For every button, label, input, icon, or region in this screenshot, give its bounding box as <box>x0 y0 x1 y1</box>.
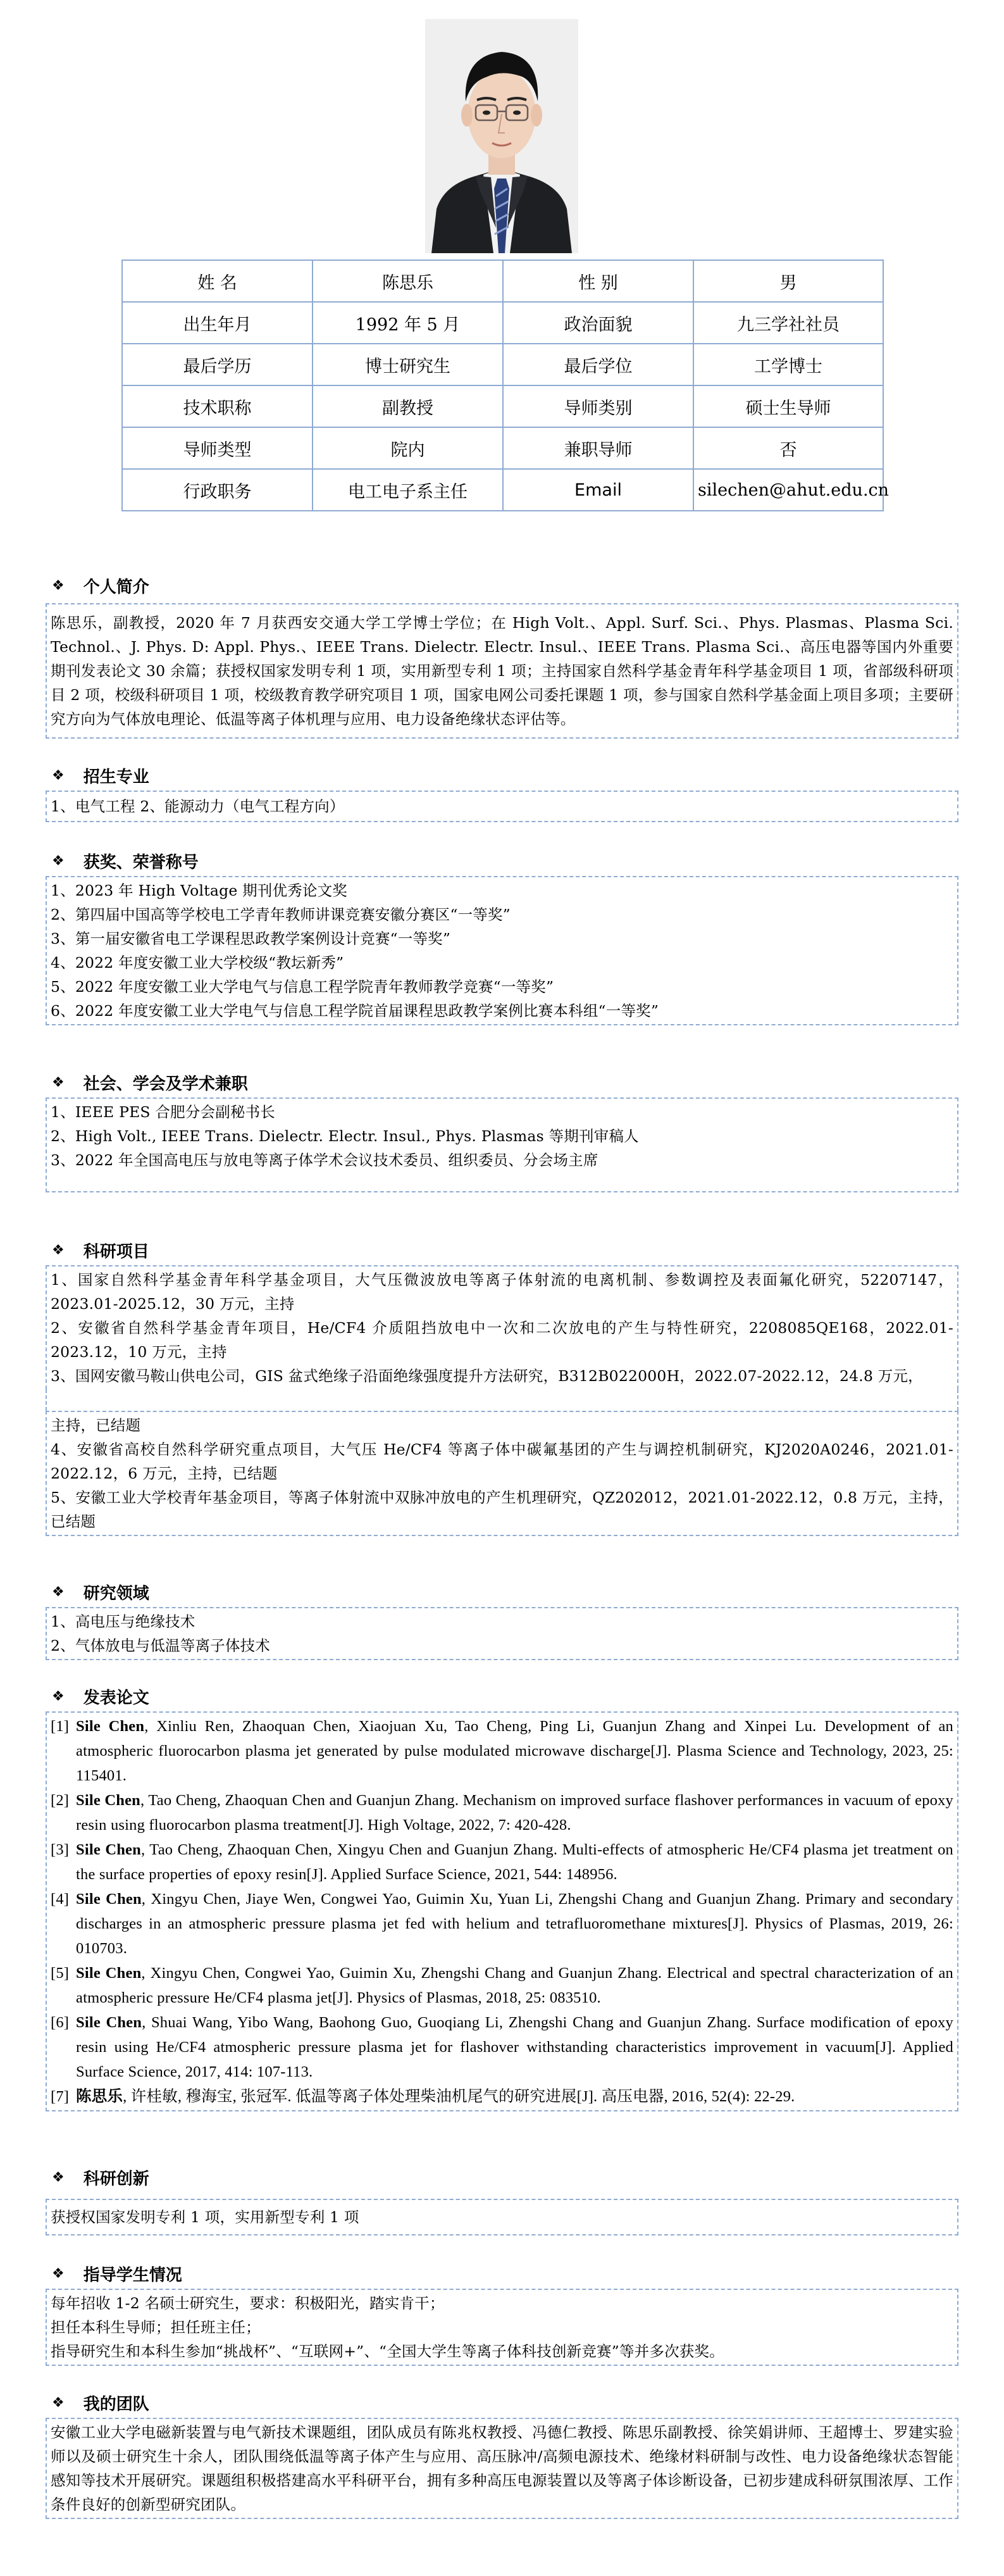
list-item: 指导研究生和本科生参加“挑战杯”、“互联网+”、“全国大学生等离子体科技创新竞赛”等并多次获奖。 <box>51 2342 724 2360</box>
paper-author: Sile Chen <box>76 1965 142 1982</box>
diamond-bullet-icon: ❖ <box>52 853 65 869</box>
list-item: 2、安徽省自然科学基金青年项目，He/CF4 介质阻挡放电中一次和二次放电的产生与特性研究，2208085QE168，2022.01-2023.12，10 万元，主持 <box>51 1319 953 1361</box>
list-item: 2、High Volt., IEEE Trans. Dielectr. Electr. Insul., Phys. Plasmas 等期刊审稿人 <box>51 1127 639 1145</box>
email-label: Email <box>503 469 693 511</box>
section-header <box>46 763 958 788</box>
awards-box <box>46 876 958 1025</box>
paper-number: [6] <box>51 2014 70 2031</box>
awards-section <box>46 848 958 1025</box>
degree-value: 工学博士 <box>693 344 883 385</box>
innovation-text: 获授权国家发明专利 1 项，实用新型专利 1 项 <box>51 2208 359 2226</box>
diamond-bullet-icon: ❖ <box>52 1584 65 1600</box>
fields-box <box>46 1607 958 1660</box>
political-value: 九三学社社员 <box>693 302 883 344</box>
section-header <box>46 1237 958 1263</box>
section-header <box>46 848 958 873</box>
section-title: 指导学生情况 <box>83 2265 182 2285</box>
list-item: 3、2022 年全国高电压与放电等离子体学术会议技术委员、组织委员、分会场主席 <box>51 1151 598 1169</box>
table-row <box>122 302 883 344</box>
paper-details: , 许桂敏, 穆海宝, 张冠军. 低温等离子体处理柴油机尾气的研究进展[J]. 高压电器, 2016, 52(4): 22-29. <box>123 2088 795 2105</box>
section-title: 我的团队 <box>83 2394 149 2414</box>
innovation-box <box>46 2199 958 2235</box>
list-item: 每年招收 1-2 名硕士研究生，要求：积极阳光，踏实肯干； <box>51 2294 445 2312</box>
paper-number: [3] <box>51 1841 70 1858</box>
supervisor-category-value: 硕士生导师 <box>693 385 883 427</box>
section-header <box>46 2165 958 2190</box>
gender-value: 男 <box>693 260 883 302</box>
innovation-section <box>46 2165 958 2235</box>
paper-details: , Xingyu Chen, Jiaye Wen, Congwei Yao, Guimin Xu, Yuan Li, Zhengshi Chang and Guanjun Zhang. Primary and secondary discharges in an atmospheric pressure plasma jet fed with helium and tetrafluoromethane mixtures[J]. Physics of Plasmas, 2019, 26: 010703. <box>76 1891 954 1957</box>
title-value: 副教授 <box>313 385 503 427</box>
list-item: 5、2022 年度安徽工业大学电气与信息工程学院青年教师教学竞赛“一等奖” <box>51 978 554 996</box>
paper-details: , Shuai Wang, Yibo Wang, Baohong Guo, Guoqiang Li, Zhengshi Chang and Guanjun Zhang. Surface modification of epoxy resin using He/CF4 atmospheric pressure plasma jet for flashover withstanding characteristics improvement in vacuum[J]. Applied Surface Science, 2017, 414: 107-113. <box>76 2014 953 2080</box>
paper-citation <box>76 1788 953 1837</box>
supervision-section <box>46 2261 958 2366</box>
projects-section <box>46 1237 958 1536</box>
major-box <box>46 791 958 822</box>
section-title: 研究领域 <box>83 1584 149 1603</box>
list-item: 1、国家自然科学基金青年科学基金项目，大气压微波放电等离子体射流的电离机制、参数调控及表面氟化研究，52207147，2023.01-2025.12，30 万元，主持 <box>51 1271 953 1313</box>
paper-author: Sile Chen <box>76 1792 140 1809</box>
paper-number: [4] <box>51 1891 70 1908</box>
name-label: 姓 名 <box>122 260 313 302</box>
list-item: 3、第一届安徽省电工学课程思政教学案例设计竞赛“一等奖” <box>51 930 451 947</box>
portrait-illustration <box>425 19 578 253</box>
table-row <box>122 344 883 385</box>
admin-position-value: 电工电子系主任 <box>313 469 503 511</box>
fields-section <box>46 1579 958 1660</box>
list-item <box>51 1887 953 1961</box>
education-label: 最后学历 <box>122 344 313 385</box>
paper-citation <box>76 2084 953 2109</box>
paper-citation <box>76 1837 953 1887</box>
admin-position-label: 行政职务 <box>122 469 313 511</box>
name-value: 陈思乐 <box>313 260 503 302</box>
section-title: 个人简介 <box>83 577 149 597</box>
paper-author: Sile Chen <box>76 1718 145 1735</box>
paper-author: 陈思乐 <box>76 2088 123 2105</box>
supervisor-type-label: 导师类型 <box>122 427 313 469</box>
list-item: 4、安徽省高校自然科学研究重点项目，大气压 He/CF4 等离子体中碳氟基团的产生与调控机制研究，KJ2020A0246，2021.01-2022.12，6 万元，主持，已结题 <box>51 1441 953 1482</box>
paper-details: , Tao Cheng, Zhaoquan Chen and Guanjun Zhang. Mechanism on improved surface flashover performances in vacuum of epoxy resin using fluorocarbon plasma treatment[J]. High Voltage, 2022, 7: 420-428. <box>76 1792 953 1834</box>
table-row <box>122 427 883 469</box>
intro-section <box>46 573 958 739</box>
section-header <box>46 1684 958 1709</box>
projects-box-continued <box>46 1411 958 1536</box>
supervision-box <box>46 2289 958 2366</box>
diamond-bullet-icon: ❖ <box>52 1074 65 1091</box>
diamond-bullet-icon: ❖ <box>52 2394 65 2411</box>
paper-citation <box>76 1714 953 1788</box>
birth-value: 1992 年 5 月 <box>313 302 503 344</box>
paper-citation <box>76 1887 953 1961</box>
parttime-supervisor-label: 兼职导师 <box>503 427 693 469</box>
list-item: 4、2022 年度安徽工业大学校级“教坛新秀” <box>51 954 344 972</box>
table-row <box>122 260 883 302</box>
profile-info-table <box>121 259 889 511</box>
paper-author: Sile Chen <box>76 1891 142 1908</box>
intro-box <box>46 603 958 739</box>
paper-number: [7] <box>51 2088 70 2105</box>
section-title: 发表论文 <box>83 1688 149 1708</box>
paper-details: , Xinliu Ren, Zhaoquan Chen, Xiaojuan Xu, Tao Cheng, Ping Li, Guanjun Zhang and Xinpei Lu. Development of an atmospheric fluorocarbon plasma jet generated by pulse modulated microwave discharge[J]. Plasma Science and Technology, 2023, 25: 115401. <box>76 1718 953 1784</box>
section-header <box>46 1579 958 1604</box>
major-text: 1、电气工程 2、能源动力（电气工程方向） <box>51 797 345 815</box>
paper-number: [1] <box>51 1718 70 1735</box>
supervisor-category-label: 导师类别 <box>503 385 693 427</box>
list-item <box>51 1788 953 1837</box>
list-item: 担任本科生导师；担任班主任； <box>51 2318 261 2336</box>
section-header <box>46 2261 958 2286</box>
list-item <box>51 1961 953 2010</box>
diamond-bullet-icon: ❖ <box>52 2169 65 2185</box>
list-item: 3、国网安徽马鞍山供电公司，GIS 盆式绝缘子沿面绝缘强度提升方法研究，B312B022000H，2022.07-2022.12，24.8 万元， <box>51 1367 923 1385</box>
list-item <box>51 1714 953 1788</box>
supervisor-type-value: 院内 <box>313 427 503 469</box>
list-item: 6、2022 年度安徽工业大学电气与信息工程学院首届课程思政教学案例比赛本科组“一等奖” <box>51 1002 659 1020</box>
major-section <box>46 763 958 822</box>
service-box <box>46 1097 958 1192</box>
section-title: 科研项目 <box>83 1242 149 1261</box>
section-title: 获奖、荣誉称号 <box>83 853 199 872</box>
team-text: 安徽工业大学电磁新装置与电气新技术课题组，团队成员有陈兆权教授、冯德仁教授、陈思乐副教授、徐笑娟讲师、王超博士、罗建实验师以及硕士研究生十余人，团队围绕低温等离子体产生与应用、高压脉冲/高频电源技术、绝缘材料研制与改性、电力设备绝缘状态智能感知等技术开展研究。课题组积极搭建高水平科研平台，拥有多种高压电源装置以及等离子体诊断设备，已初步建成科研氛围浓厚、工作条件良好的创新型研究团队。 <box>51 2423 953 2513</box>
paper-details: , Xingyu Chen, Congwei Yao, Guimin Xu, Zhengshi Chang and Guanjun Zhang. Electrical and spectral characterization of an atmospheric pressure He/CF4 plasma jet[J]. Physics of Plasmas, 2018, 25: 083510. <box>76 1965 953 2006</box>
email-link[interactable]: silechen@ahut.edu.cn <box>693 469 883 511</box>
table-row <box>122 469 883 511</box>
paper-citation <box>76 1961 953 2010</box>
paper-author: Sile Chen <box>76 2014 142 2031</box>
list-item <box>51 2010 953 2084</box>
political-label: 政治面貌 <box>503 302 693 344</box>
diamond-bullet-icon: ❖ <box>52 1242 65 1258</box>
birth-label: 出生年月 <box>122 302 313 344</box>
section-title: 社会、学会及学术兼职 <box>83 1074 248 1094</box>
list-item <box>51 2084 953 2109</box>
list-item: 1、高电压与绝缘技术 <box>51 1613 195 1630</box>
profile-photo <box>425 19 578 253</box>
list-item: 主持，已结题 <box>51 1416 141 1434</box>
team-box <box>46 2418 958 2519</box>
paper-number: [5] <box>51 1965 70 1982</box>
paper-author: Sile Chen <box>76 1841 141 1858</box>
projects-box <box>46 1265 958 1389</box>
section-header <box>46 2390 958 2415</box>
diamond-bullet-icon: ❖ <box>52 1688 65 1704</box>
list-item: 5、安徽工业大学校青年基金项目，等离子体射流中双脉冲放电的产生机理研究，QZ202012，2021.01-2022.12，0.8 万元，主持，已结题 <box>51 1489 953 1530</box>
papers-box <box>46 1711 958 2111</box>
page-gap <box>46 1389 958 1411</box>
paper-citation <box>76 2010 953 2084</box>
diamond-bullet-icon: ❖ <box>52 577 65 594</box>
list-item: 1、IEEE PES 合肥分会副秘书长 <box>51 1103 276 1121</box>
list-item: 1、2023 年 High Voltage 期刊优秀论文奖 <box>51 882 348 899</box>
paper-details: , Tao Cheng, Zhaoquan Chen, Xingyu Chen and Guanjun Zhang. Multi-effects of atmospheric He/CF4 plasma jet treatment on the surface properties of epoxy resin[J]. Applied Surface Science, 2021, 544: 148956. <box>76 1841 953 1883</box>
degree-label: 最后学位 <box>503 344 693 385</box>
parttime-supervisor-value: 否 <box>693 427 883 469</box>
section-header <box>46 1070 958 1095</box>
list-item: 2、气体放电与低温等离子体技术 <box>51 1637 270 1654</box>
diamond-bullet-icon: ❖ <box>52 767 65 784</box>
section-header <box>46 573 958 598</box>
intro-text: 陈思乐，副教授，2020 年 7 月获西安交通大学工学博士学位；在 High Volt.、Appl. Surf. Sci.、Phys. Plasmas、Plasma Sci. Technol.、J. Phys. D: Appl. Phys.、IEEE Trans. Dielectr. Electr. Insul.、IEEE Trans. Plasma Sci.、高压电器等国内外重要期刊发表论文 30 余篇；获授权国家发明专利 1 项，实用新型专利 1 项；主持国家自然科学基金青年科学基金项目 1 项，省部级科研项目 2 项，校级科研项目 1 项，校级教育教学研究项目 1 项，国家电网公司委托课题 1 项，参与国家自然科学基金面上项目多项；主要研究方向为气体放电理论、低温等离子体机理与应用、电力设备绝缘状态评估等。 <box>51 614 953 728</box>
title-label: 技术职称 <box>122 385 313 427</box>
paper-number: [2] <box>51 1792 70 1809</box>
section-title: 科研创新 <box>83 2169 149 2189</box>
papers-section <box>46 1684 958 2111</box>
section-title: 招生专业 <box>83 767 149 787</box>
list-item: 2、第四届中国高等学校电工学青年教师讲课竞赛安徽分赛区“一等奖” <box>51 906 511 923</box>
service-section <box>46 1070 958 1192</box>
team-section <box>46 2390 958 2519</box>
education-value: 博士研究生 <box>313 344 503 385</box>
list-item <box>51 1837 953 1887</box>
gender-label: 性 别 <box>503 260 693 302</box>
table-row <box>122 385 883 427</box>
diamond-bullet-icon: ❖ <box>52 2265 65 2282</box>
